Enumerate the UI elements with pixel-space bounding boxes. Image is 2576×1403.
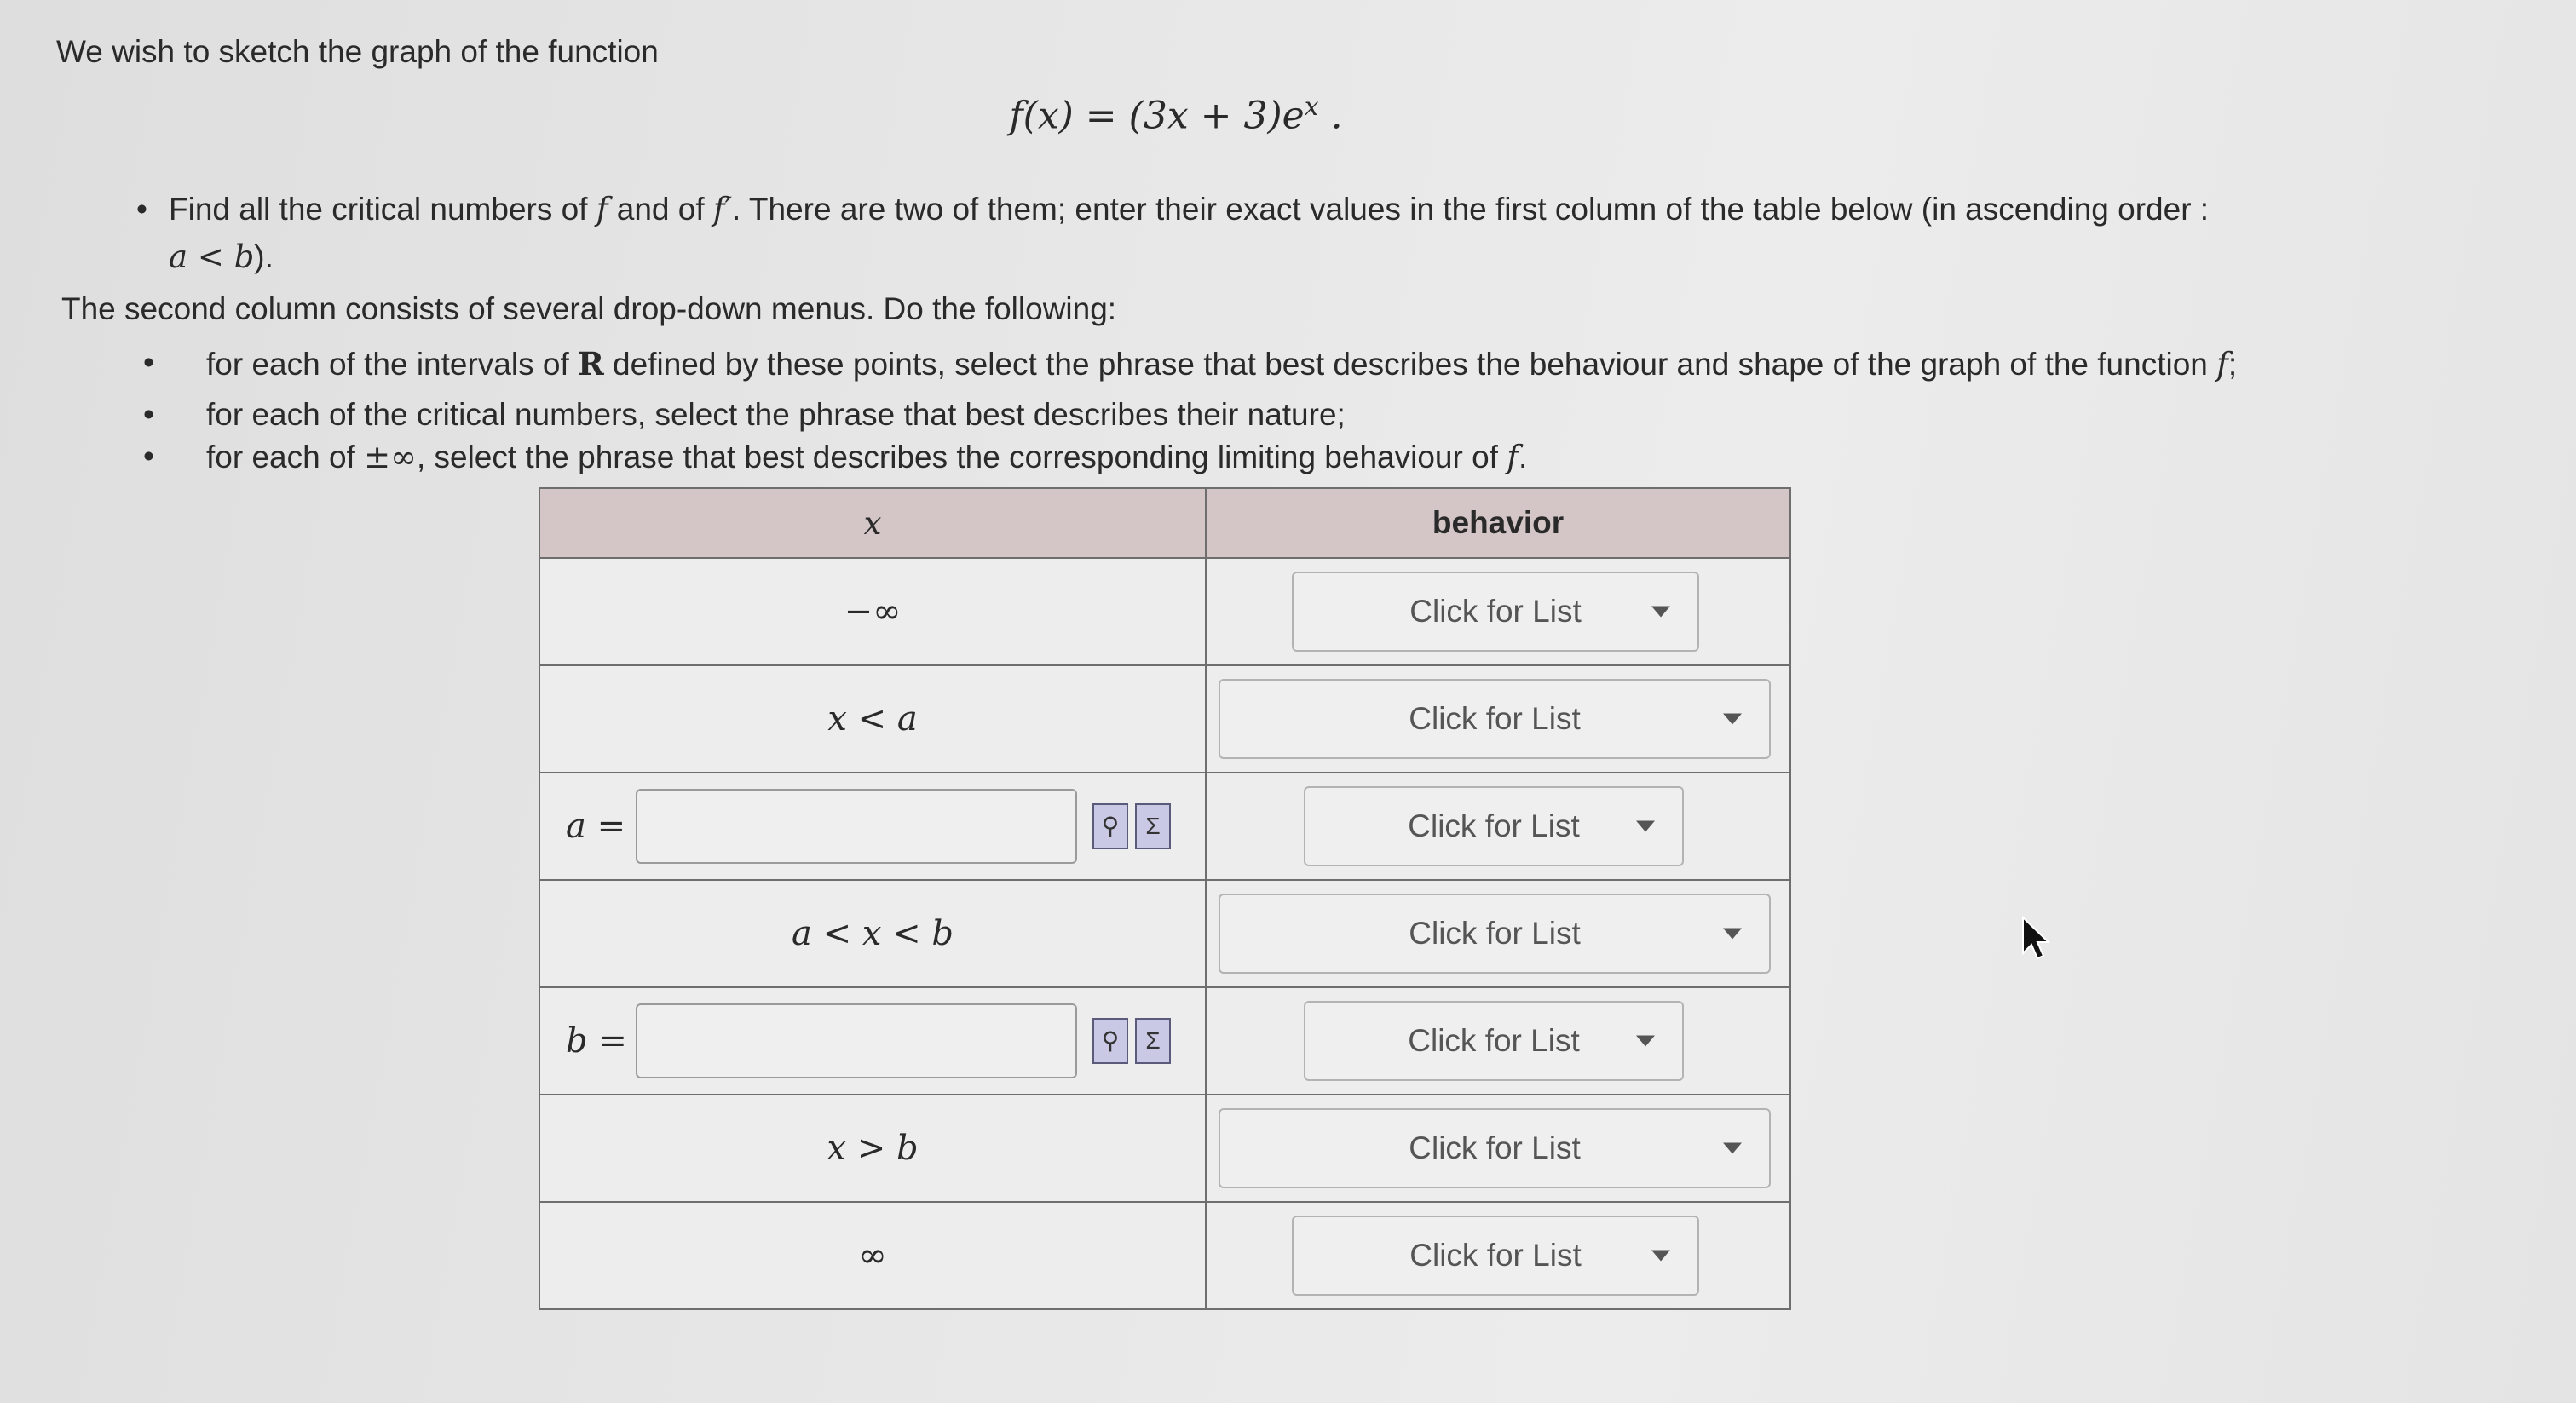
preview-icon[interactable]: ⚲ <box>1092 1018 1128 1064</box>
critical-number-b-input[interactable] <box>636 1003 1077 1078</box>
header-x: x <box>539 488 1206 558</box>
mouse-cursor-icon <box>2020 916 2050 962</box>
input-label-b: b = <box>566 1021 627 1061</box>
dropdown-arrow-icon <box>1723 1143 1742 1154</box>
behavior-dropdown[interactable]: Click for List <box>1304 786 1684 866</box>
instruction-bullet: • Find all the critical numbers of f and of f′. There are two of them; enter their exact values in the first column of the table below (in ascending order : a < b). <box>136 186 2267 281</box>
dropdown-arrow-icon <box>1636 1036 1655 1047</box>
row-x-value: x > b <box>539 1095 1206 1202</box>
behavior-table <box>539 487 1791 1310</box>
preview-icon[interactable]: ⚲ <box>1092 803 1128 849</box>
function-formula: $f(x) = (3x + 3)e^x$ . <box>1009 92 1343 138</box>
behavior-cell <box>1206 773 1790 880</box>
row-x-value: a < x < b <box>539 880 1206 987</box>
table-row <box>539 1202 1790 1309</box>
dropdown-arrow-icon <box>1636 821 1655 832</box>
table-row <box>539 558 1790 665</box>
behavior-cell <box>1206 1095 1790 1202</box>
behavior-cell <box>1206 880 1790 987</box>
row-x-value: −∞ <box>539 558 1206 665</box>
table-row <box>539 1095 1790 1202</box>
behavior-cell <box>1206 665 1790 773</box>
table-row <box>539 880 1790 987</box>
dropdown-arrow-icon <box>1723 929 1742 940</box>
dropdown-arrow-icon <box>1723 714 1742 725</box>
behavior-dropdown[interactable]: Click for List <box>1304 1001 1684 1081</box>
input-cell-a <box>539 773 1206 880</box>
table-row <box>539 773 1790 880</box>
dropdown-arrow-icon <box>1651 607 1670 618</box>
table-header-row <box>539 488 1790 558</box>
header-behavior: behavior <box>1206 488 1790 558</box>
behavior-cell <box>1206 558 1790 665</box>
bullet-dot: • <box>136 192 147 227</box>
problem-intro: We wish to sketch the graph of the function <box>56 34 659 69</box>
behavior-dropdown[interactable]: Click for List <box>1219 1108 1771 1188</box>
behavior-cell <box>1206 987 1790 1095</box>
dropdown-arrow-icon <box>1651 1251 1670 1262</box>
row-x-value: ∞ <box>539 1202 1206 1309</box>
behavior-cell <box>1206 1202 1790 1309</box>
behavior-dropdown[interactable]: Click for List <box>1292 1216 1699 1296</box>
behavior-dropdown[interactable]: Click for List <box>1292 572 1699 652</box>
behavior-dropdown[interactable]: Click for List <box>1219 894 1771 974</box>
second-column-instructions: The second column consists of several drop-down menus. Do the following: <box>61 291 1117 326</box>
table-row <box>539 987 1790 1095</box>
critical-number-a-input[interactable] <box>636 789 1077 864</box>
sigma-icon[interactable]: Σ <box>1135 803 1171 849</box>
behavior-dropdown[interactable]: Click for List <box>1219 679 1771 759</box>
sigma-icon[interactable]: Σ <box>1135 1018 1171 1064</box>
row-x-value: x < a <box>539 665 1206 773</box>
input-label-a: a = <box>566 807 626 846</box>
input-cell-b <box>539 987 1206 1095</box>
table-row <box>539 665 1790 773</box>
